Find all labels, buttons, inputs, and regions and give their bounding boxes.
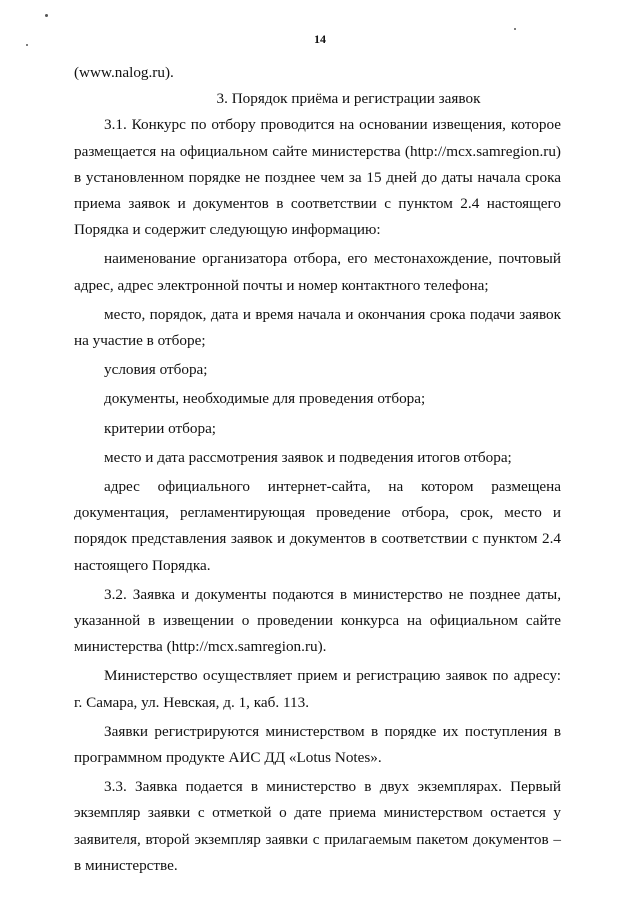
paragraph-registration: Заявки регистрируются министерством в порядке их поступления в программном продукте АИС ДД «Lotus Notes».: [74, 722, 561, 767]
list-item-conditions: условия отбора;: [104, 361, 208, 379]
list-item-place-time: место, порядок, дата и время начала и окончания срока подачи заявок на участие в отборе;: [74, 305, 561, 350]
page-number: 14: [314, 32, 326, 46]
lead-line: (www.nalog.ru).: [74, 64, 174, 81]
section-heading: 3. Порядок приёма и регистрации заявок: [216, 90, 481, 108]
list-item-documents: документы, необходимые для проведения отбора;: [104, 390, 426, 408]
paragraph-3-2: 3.2. Заявка и документы подаются в министерство не позднее даты, указанной в извещении о проведении конкурса на официальном сайте министерства (http://mcx.samregion.ru).: [74, 585, 561, 656]
list-item-review: место и дата рассмотрения заявок и подведения итогов отбора;: [104, 448, 512, 466]
paragraph-ministry-address: Министерство осуществляет прием и регистрацию заявок по адресу: г. Самара, ул. Невская, д. 1, каб. 113.: [74, 667, 561, 711]
list-item-criteria: критерии отбора;: [104, 419, 217, 437]
scan-speck: [514, 28, 516, 30]
list-item-website: адрес официального интернет-сайта, на котором размещена документация, регламентирующая проведение отбора, срок, место и порядок представления заявок и документов в соответствии с пунктом 2.4 настоящего Порядка.: [74, 478, 561, 574]
paragraph-3-1: 3.1. Конкурс по отбору проводится на основании извещения, которое размещается на официальном сайте министерства (http://mcx.samregion.ru) в установленном порядке не позднее чем за 15 дней до даты начала срока приема заявок и документов в соответствии с пунктом 2.4 настоящего Порядка и содержит следующую информацию:: [74, 116, 561, 239]
scan-speck: [45, 14, 48, 17]
document-body: [74, 60, 561, 879]
paragraph-3-3: 3.3. Заявка подается в министерство в двух экземплярах. Первый экземпляр заявки с отметкой о дате приема министерством остается у заявителя, второй экземпляр заявки с прилагаемым пакетом документов – в министерстве.: [74, 778, 561, 874]
list-item-organizer: наименование организатора отбора, его местонахождение, почтовый адрес, адрес электронной почты и номер контактного телефона;: [74, 250, 561, 294]
